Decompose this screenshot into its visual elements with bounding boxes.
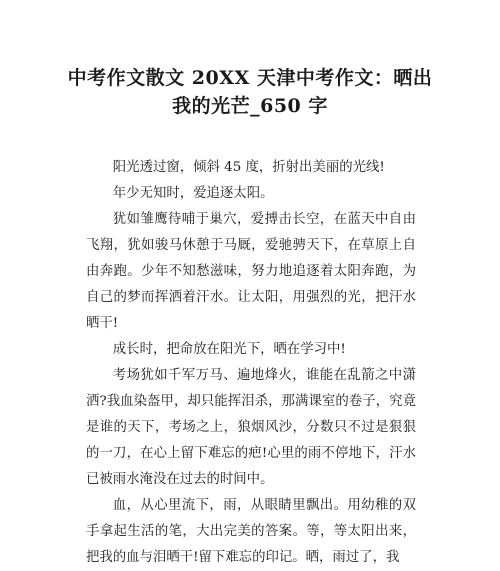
paragraph: 考场犹如千军万马、遍地烽火，谁能在乱箭之中潇洒?我血染盔甲，却只能挥泪杀，那满课室的卷子，究竟是谁的天下，考场之上，狼烟风沙，分数只不过是狠狠的一刀，在心上留下难忘的疤!心里的雨不停地下，汗水已被雨水淹没在过去的时间中。 [86, 368, 416, 487]
paragraph: 犹如雏鹰待哺于巢穴，爱搏击长空，在蓝天中自由飞翔，犹如骏马休憩于马厩，爱驰骋天下，在草原上自由奔跑。少年不知愁滋味，努力地追逐着太阳奔跑，为自己的梦而挥洒着汗水。让太阳，用强烈的光，把汗水晒干! [86, 212, 416, 331]
paragraph: 阳光透过窗，倾斜 45 度，折射出美丽的光线! [112, 160, 385, 175]
title-line-1: 中考作文散文 20XX 天津中考作文：晒出 [67, 67, 433, 89]
paragraph: 年少无知时，爱追逐太阳。 [112, 186, 274, 201]
document-title [60, 64, 440, 120]
document-body [86, 155, 416, 571]
paragraph: 血，从心里流下，雨，从眼睛里飘出。用幼稚的双手拿起生活的笔，大出完美的答案。等，等太阳出来，把我的血与泪晒干!留下难忘的印记。晒，雨过了，我 [86, 498, 416, 565]
title-line-2: 我的光芒_650 字 [172, 95, 328, 117]
paragraph: 成长时，把命放在阳光下，晒在学习中! [112, 342, 346, 357]
